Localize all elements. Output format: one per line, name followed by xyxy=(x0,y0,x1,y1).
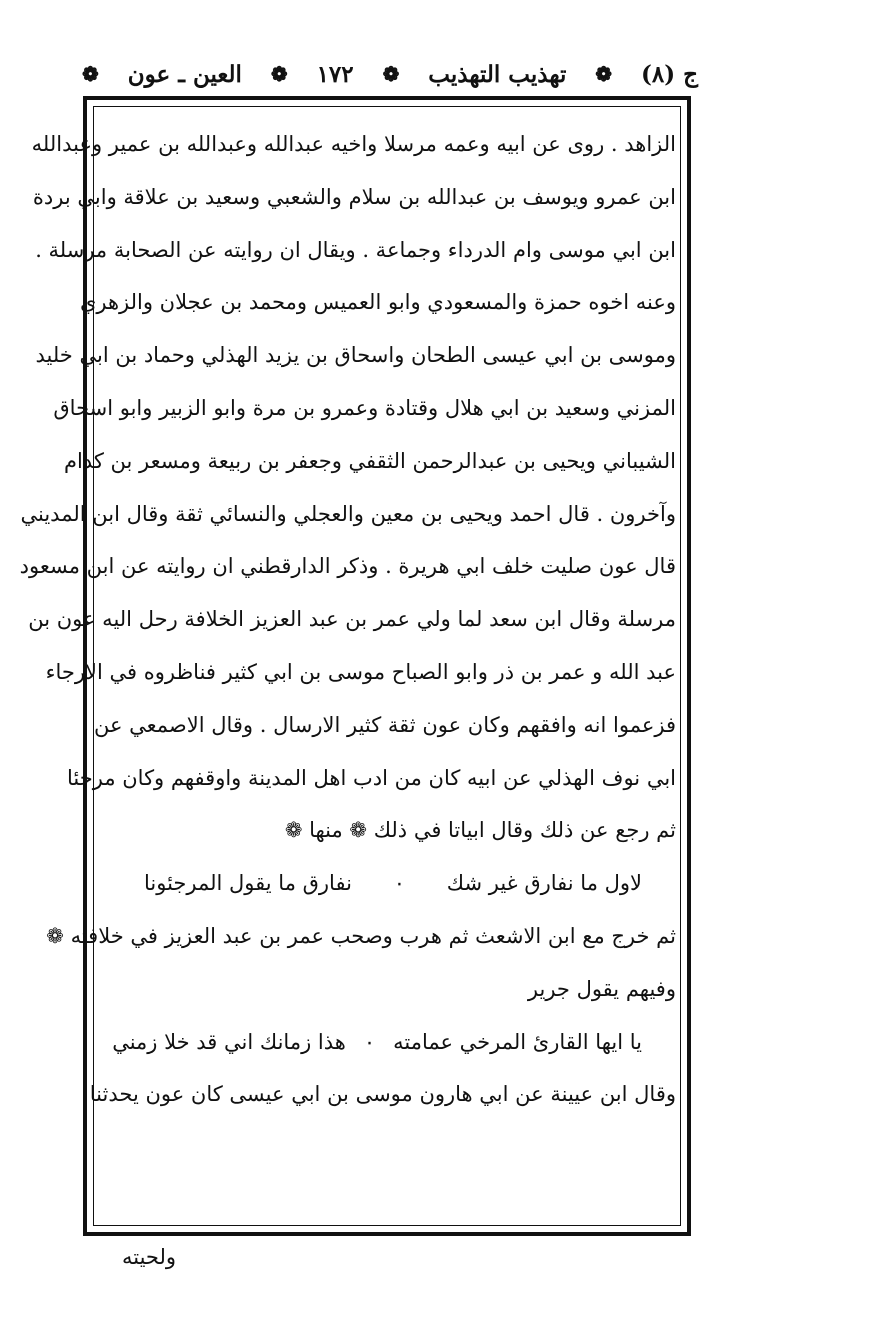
text-line: الزاهد . روى عن ابيه وعمه مرسلا واخيه عبدالله وعبدالله بن عمير وعبدالله xyxy=(31,132,676,156)
text-line: ابي نوف الهذلي عن ابيه كان من ادب اهل المدينة واوقفهم وكان مرجئا xyxy=(67,765,676,790)
text-line: وآخرون . قال احمد ويحيى بن معين والعجلي والنسائي ثقة وقال ابن المديني xyxy=(20,501,676,526)
text-line: ابن عمرو ويوسف بن عبدالله بن سلام والشعبي وسعيد بن علاقة وابي بردة xyxy=(32,184,676,209)
verse-hemistich: يا ايها القارئ المرخي عمامته xyxy=(393,1029,642,1054)
text-line: وقال ابن عيينة عن ابي هارون موسى بن ابي عيسى كان عون يحدثنا xyxy=(89,1082,676,1107)
catchword: ولحيته xyxy=(122,1245,177,1269)
text-line: قال عون صليت خلف ابي هريرة . وذكر الدارقطني ان روايته عن ابن مسعود xyxy=(19,554,676,579)
ornament-icon: ❁ xyxy=(382,62,400,86)
verse-separator: ٠ xyxy=(363,1029,376,1054)
book-title: تهذيب التهذيب xyxy=(428,60,567,88)
ornament-icon: ❁ xyxy=(595,62,613,86)
text-line: عبد الله و عمر بن ذر وابو الصباح موسى بن ابي كثير فناظروه في الارجاء xyxy=(45,659,676,684)
text-line: الشيباني ويحيى بن عبدالرحمن الثقفي وجعفر بن ربيعة ومسعر بن كدام xyxy=(63,448,676,473)
verse-hemistich: لاول ما نفارق غير شك xyxy=(446,871,642,896)
text-line: فزعموا انه وافقهم وكان عون ثقة كثير الارسال . وقال الاصمعي عن xyxy=(93,712,676,737)
verse-hemistich: نفارق ما يقول المرجئونا xyxy=(144,871,352,896)
verse-hemistich: هذا زمانك اني قد خلا زمني xyxy=(112,1029,346,1054)
text-line: وموسى بن ابي عيسى الطحان واسحاق بن يزيد الهذلي وحماد بن ابي خليد xyxy=(35,343,676,368)
text-line: مرسلة وقال ابن سعد لما ولي عمر بن عبد العزيز الخلافة رحل اليه عون بن xyxy=(28,607,676,632)
verse-line xyxy=(98,1016,676,1069)
verse-line xyxy=(98,857,676,910)
text-line: وعنه اخوه حمزة والمسعودي وابو العميس ومحمد بن عجلان والزهري xyxy=(79,290,676,315)
volume-label: ج (٨) xyxy=(641,60,698,88)
section-title: العين ـ عون xyxy=(127,60,242,88)
ornament-icon: ❁ xyxy=(270,62,288,86)
text-line: ثم رجع عن ذلك وقال ابياتا في ذلك ❁ منها ❁ xyxy=(284,818,676,843)
ornament-icon: ❁ xyxy=(82,62,99,86)
page-header xyxy=(78,52,698,96)
verse-separator: ٠ xyxy=(393,871,405,896)
page-number: ١٧٢ xyxy=(316,60,354,88)
text-line: وفيهم يقول جرير xyxy=(527,976,676,1001)
text-line: المزني وسعيد بن ابي هلال وقتادة وعمرو بن مرة وابو الزبير وابو اسحاق xyxy=(53,395,676,420)
body-text xyxy=(19,118,676,1121)
text-line: ابن ابي موسى وام الدرداء وجماعة . ويقال ان روايته عن الصحابة مرسلة . xyxy=(35,237,676,262)
text-line: ثم خرج مع ابن الاشعث ثم هرب وصحب عمر بن عبد العزيز في خلافته ❁ xyxy=(46,923,676,948)
